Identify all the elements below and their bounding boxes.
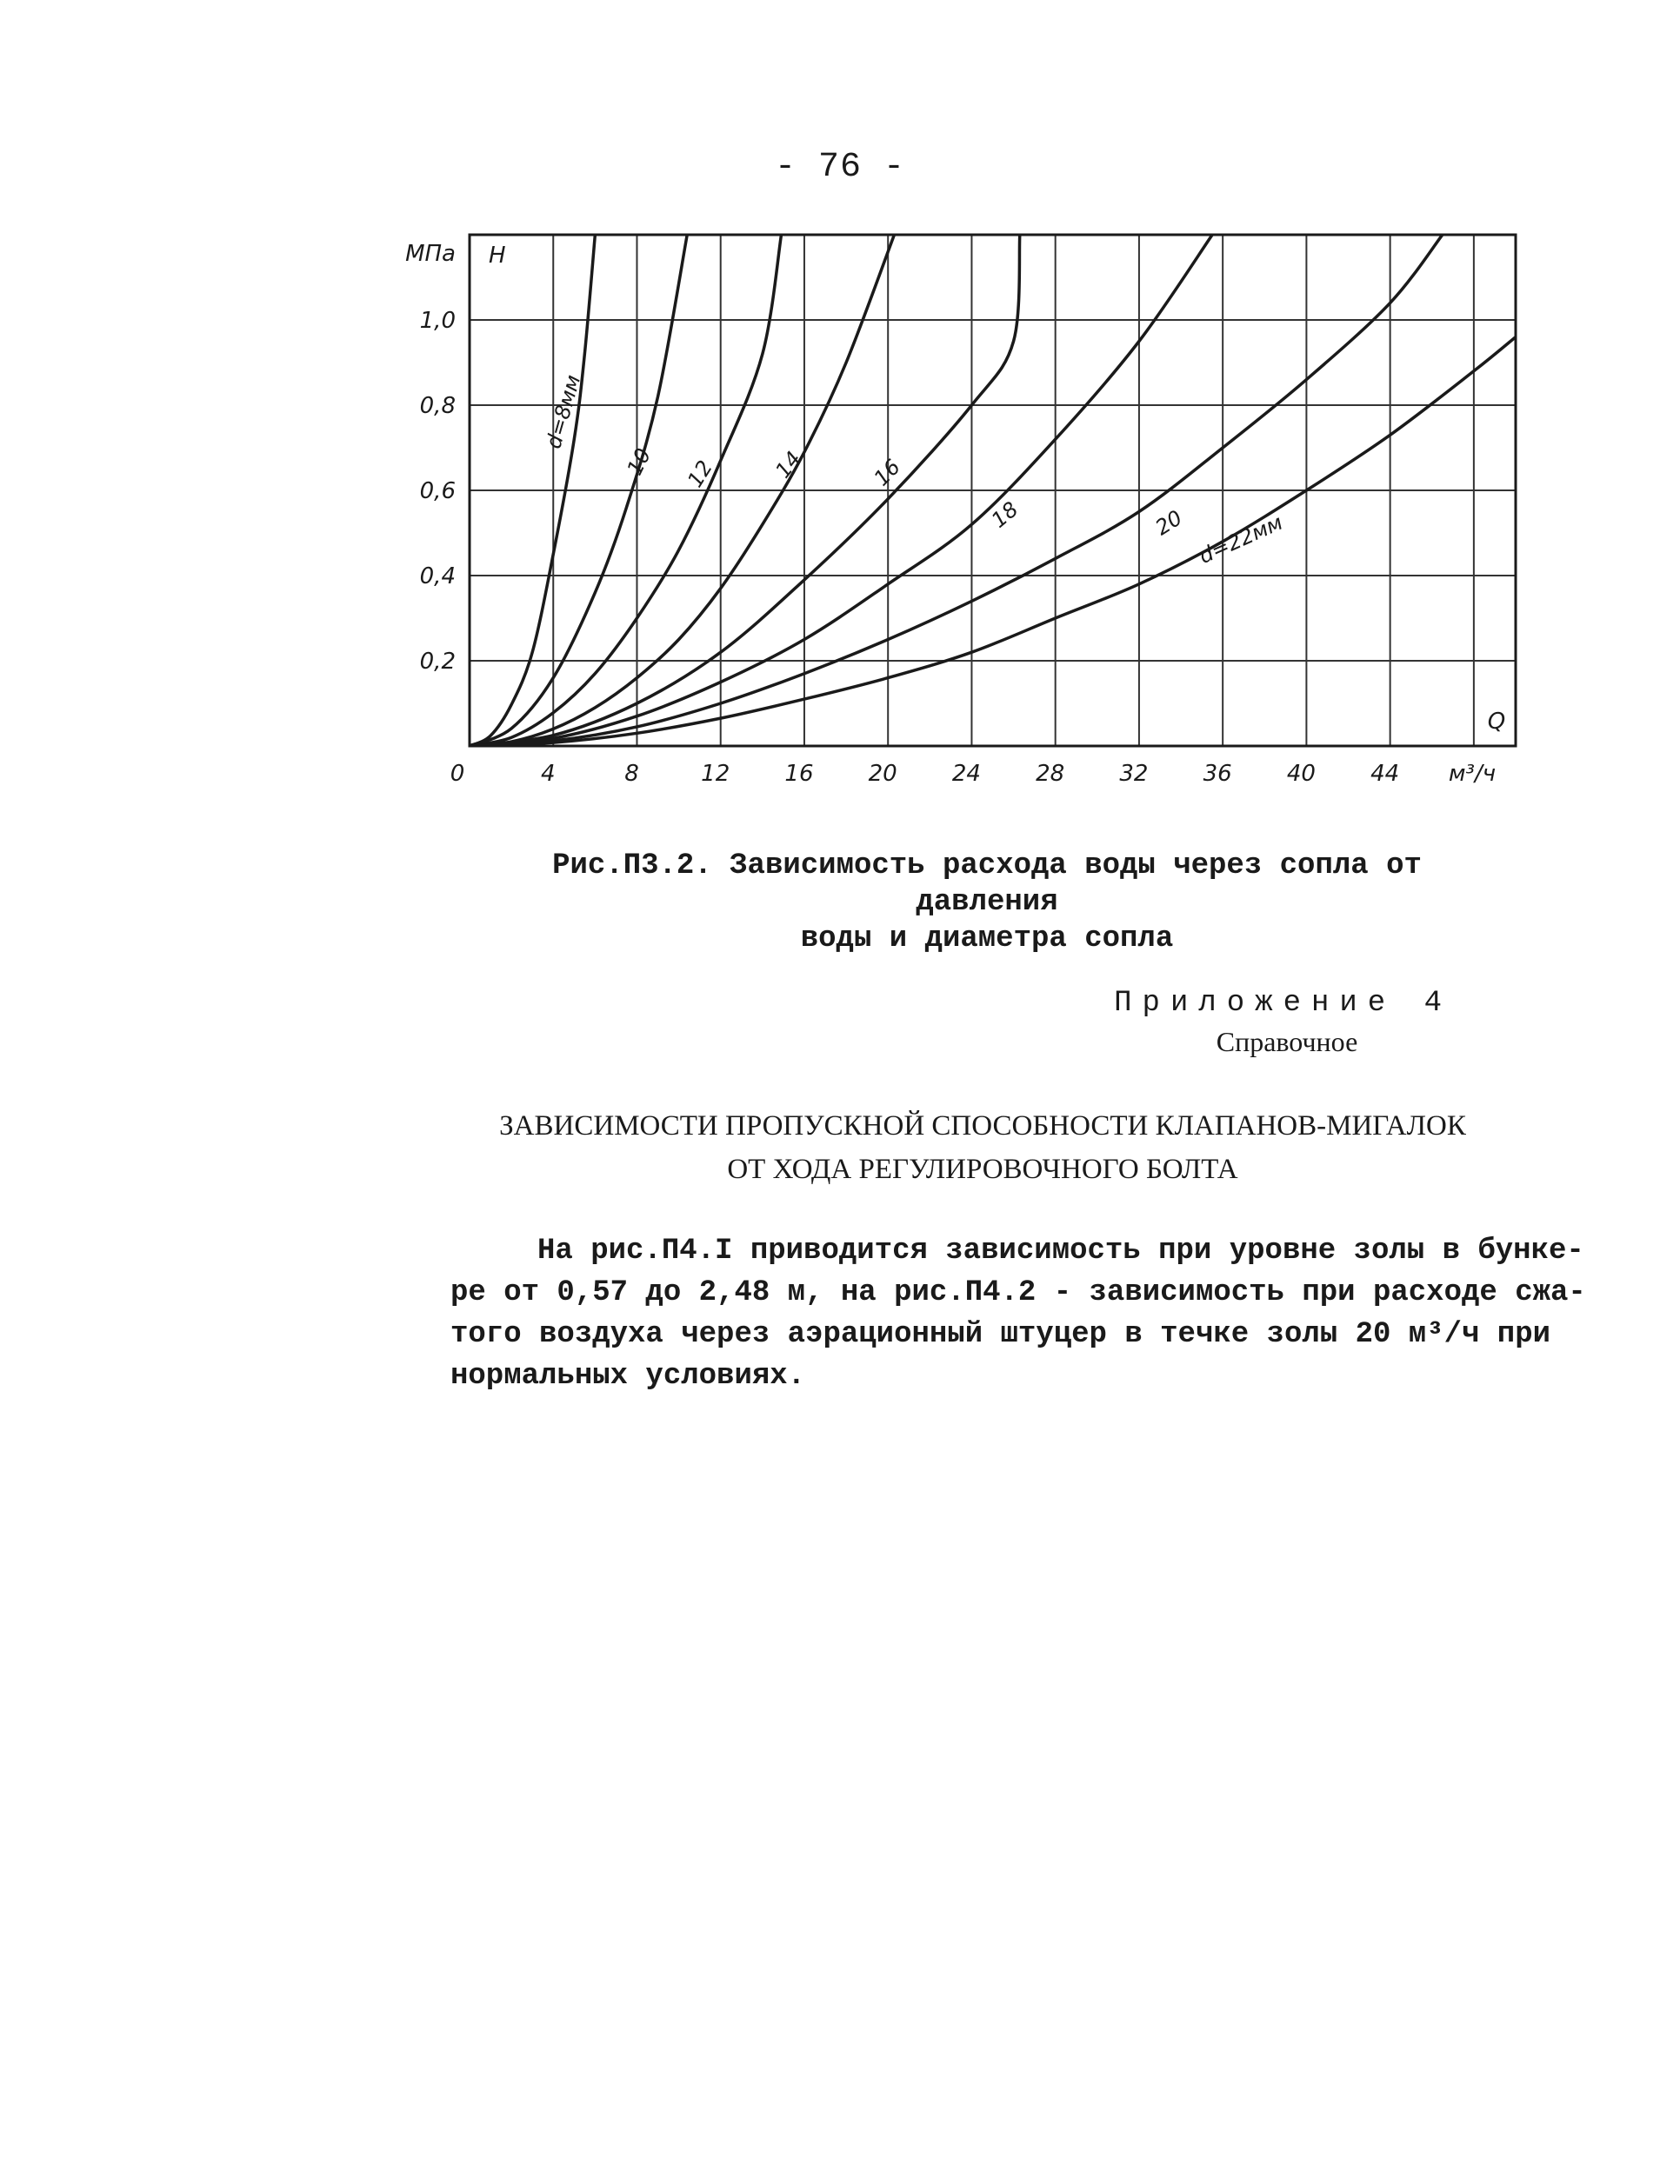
figure-caption xyxy=(487,848,1487,957)
series-label: 18 xyxy=(986,496,1023,533)
x-tick-label: 28 xyxy=(1036,761,1065,787)
caption-line-2: воды и диаметра сопла xyxy=(800,922,1174,956)
series-label: d=22мм xyxy=(1195,509,1287,569)
x-unit-label: м³/ч xyxy=(1448,761,1497,787)
series-label: 12 xyxy=(683,456,718,492)
series-label: 16 xyxy=(869,455,905,491)
chart-grid xyxy=(470,235,1516,746)
x-tick-label: 36 xyxy=(1203,761,1232,787)
caption-line-1: Рис.П3.2. Зависимость расхода воды через сопла от давления xyxy=(552,849,1422,919)
y-tick-label: 1,0 xyxy=(419,308,456,334)
x-tick-label: 44 xyxy=(1370,761,1400,787)
x-tick-label: 24 xyxy=(951,761,981,787)
x-tick-label: 0 xyxy=(450,761,465,787)
body-line: ре от 0,57 до 2,48 м, на рис.П4.2 - зависимость при расходе сжа- xyxy=(450,1276,1586,1309)
x-tick-label: 32 xyxy=(1119,761,1149,787)
appendix-type: Справочное xyxy=(1216,1026,1358,1057)
body-line: На рис.П4.I приводится зависимость при уровне золы в бунке- xyxy=(537,1235,1584,1268)
section-title-line-2: ОТ ХОДА РЕГУЛИРОВОЧНОГО БОЛТА xyxy=(727,1154,1238,1185)
y-tick-label: 0,8 xyxy=(419,393,456,419)
series-label: 20 xyxy=(1150,505,1187,541)
body-paragraph xyxy=(450,1230,1586,1397)
series-label: d=8мм xyxy=(541,372,586,452)
section-title xyxy=(487,1104,1478,1191)
chart-labels xyxy=(405,241,1505,787)
y-tick-label: 0,6 xyxy=(419,478,456,504)
y-unit-label: МПа xyxy=(405,241,456,267)
y-symbol-label: H xyxy=(489,243,506,269)
x-tick-label: 40 xyxy=(1286,761,1316,787)
y-tick-label: 0,2 xyxy=(419,649,456,675)
appendix-label: Приложение 4 xyxy=(1114,987,1452,1020)
nozzle-flow-chart xyxy=(0,0,1680,835)
x-symbol-label: Q xyxy=(1487,709,1506,735)
x-tick-label: 4 xyxy=(540,761,556,787)
x-tick-label: 20 xyxy=(868,761,897,787)
series-label: 14 xyxy=(770,446,807,483)
x-tick-label: 16 xyxy=(784,761,814,787)
page-number: - 76 - xyxy=(774,148,906,187)
series-label: 10 xyxy=(622,444,657,479)
x-tick-label: 12 xyxy=(701,761,730,787)
body-line: того воздуха через аэрационный штуцер в течке золы 20 м³/ч при xyxy=(450,1318,1551,1351)
x-tick-label: 8 xyxy=(624,761,639,787)
body-line: нормальных условиях. xyxy=(450,1360,806,1393)
section-title-line-1: ЗАВИСИМОСТИ ПРОПУСКНОЙ СПОСОБНОСТИ КЛАПАНОВ-МИГАЛОК xyxy=(499,1110,1466,1142)
y-tick-label: 0,4 xyxy=(419,563,456,589)
